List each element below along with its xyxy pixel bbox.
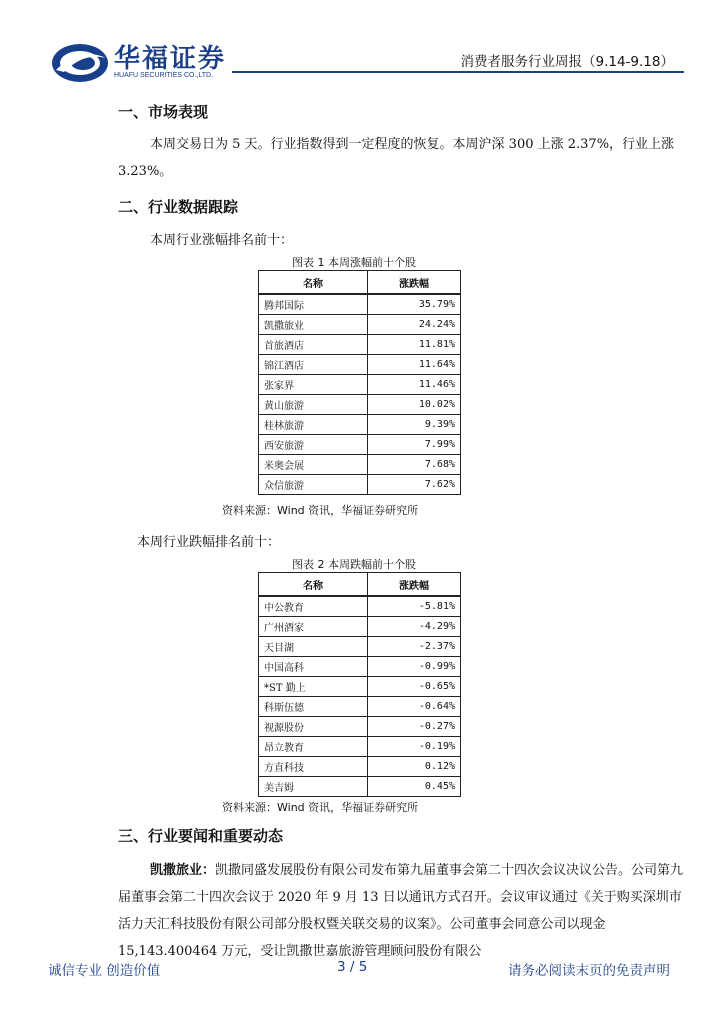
stock-change: 9.39%: [368, 415, 461, 435]
header-divider: [232, 71, 684, 73]
market-paragraph: 本周交易日为 5 天。行业指数得到一定程度的恢复。本周沪深 300 上涨 2.37%，行业上涨 3.23%。: [118, 137, 675, 179]
news-text: 凯撒同盛发展股份有限公司发布第九届董事会第二十四次会议决议公告。公司第九届董事会第二十四次会议于 2020 年 9 月 13 日以通讯方式召开。会议审议通过《关于购买深圳市活力天汇科技股份有限公司部分股权暨关联交易的议案》。公司董事会同意公司以现金 15,143.400464 万元，受让凯撒世嘉旅游管理顾问股份有限公: [118, 863, 684, 959]
stock-change: 0.45%: [368, 777, 461, 797]
col-header-change: 涨跌幅: [368, 573, 461, 597]
stock-name: 首旅酒店: [259, 335, 368, 355]
stock-name: 众信旅游: [259, 475, 368, 495]
stock-change: -2.37%: [368, 637, 461, 657]
table-row: [259, 657, 461, 677]
col-header-name: 名称: [259, 573, 368, 597]
table-row: [259, 777, 461, 797]
stock-name: 视源股份: [259, 717, 368, 737]
lead-top-gainers: 本周行业涨幅排名前十：: [150, 233, 294, 248]
table-row: [259, 475, 461, 495]
stock-name: 张家界: [259, 375, 368, 395]
table-row: [259, 335, 461, 355]
stock-name: 中国高科: [259, 657, 368, 677]
brand-name-en: HUAFU SECURITIES CO.,LTD.: [114, 72, 214, 79]
table-row: [259, 415, 461, 435]
table-row: [259, 315, 461, 335]
footer-slogan: 诚信专业 创造价值: [48, 963, 161, 979]
stock-change: 7.99%: [368, 435, 461, 455]
stock-change: 0.12%: [368, 757, 461, 777]
stock-change: -4.29%: [368, 617, 461, 637]
stock-change: -0.64%: [368, 697, 461, 717]
table-row: [259, 435, 461, 455]
gainers-table: [258, 270, 461, 495]
stock-change: 10.02%: [368, 395, 461, 415]
stock-change: -0.65%: [368, 677, 461, 697]
table-row: [259, 596, 461, 617]
disclaimer-link[interactable]: 请务必阅读末页的免责声明: [508, 963, 670, 979]
table-source-gainers: 资料来源：Wind 资讯，华福证券研究所: [222, 504, 419, 517]
stock-change: -0.99%: [368, 657, 461, 677]
table-row: [259, 717, 461, 737]
news-company-label: 凯撒旅业：: [150, 863, 216, 878]
stock-name: 方直科技: [259, 757, 368, 777]
table-row: [259, 737, 461, 757]
table-row: [259, 395, 461, 415]
stock-name: 天目湖: [259, 637, 368, 657]
table-row: [259, 355, 461, 375]
table-row: [259, 294, 461, 315]
table-row: [259, 757, 461, 777]
stock-change: -5.81%: [368, 596, 461, 617]
page-number: 3 / 5: [337, 959, 368, 975]
news-paragraph: [118, 857, 684, 959]
table-row: [259, 375, 461, 395]
stock-name: 凯撒旅业: [259, 315, 368, 335]
stock-change: -0.27%: [368, 717, 461, 737]
stock-change: 24.24%: [368, 315, 461, 335]
stock-name: 锦江酒店: [259, 355, 368, 375]
stock-name: 科斯伍德: [259, 697, 368, 717]
section-heading-data: 二、行业数据跟踪: [118, 198, 239, 216]
stock-name: 中公教育: [259, 596, 368, 617]
stock-change: 11.64%: [368, 355, 461, 375]
stock-name: 美吉姆: [259, 777, 368, 797]
huafu-logo: [50, 40, 110, 84]
stock-change: 7.62%: [368, 475, 461, 495]
stock-name: *ST 勤上: [259, 677, 368, 697]
report-title: 消费者服务行业周报（9.14-9.18）: [460, 54, 674, 70]
stock-name: 广州酒家: [259, 617, 368, 637]
brand-name-cn: 华福证券: [114, 44, 227, 74]
table-source-losers: 资料来源：Wind 资讯，华福证券研究所: [222, 801, 419, 814]
stock-change: -0.19%: [368, 737, 461, 757]
stock-change: 35.79%: [368, 294, 461, 315]
stock-name: 黄山旅游: [259, 395, 368, 415]
table-row: [259, 637, 461, 657]
section-heading-market: 一、市场表现: [118, 103, 209, 121]
col-header-name: 名称: [259, 271, 368, 295]
stock-change: 11.46%: [368, 375, 461, 395]
stock-name: 昂立教育: [259, 737, 368, 757]
section-heading-news: 三、行业要闻和重要动态: [118, 827, 284, 845]
table-row: [259, 677, 461, 697]
stock-name: 西安旅游: [259, 435, 368, 455]
table-caption-gainers: 图表 1 本周涨幅前十个股: [292, 256, 416, 269]
table-caption-losers: 图表 2 本周跌幅前十个股: [292, 558, 416, 571]
table-row: [259, 455, 461, 475]
losers-table: [258, 572, 461, 797]
stock-name: 腾邦国际: [259, 294, 368, 315]
stock-change: 7.68%: [368, 455, 461, 475]
stock-name: 米奥会展: [259, 455, 368, 475]
stock-change: 11.81%: [368, 335, 461, 355]
table-row: [259, 697, 461, 717]
col-header-change: 涨跌幅: [368, 271, 461, 295]
stock-name: 桂林旅游: [259, 415, 368, 435]
table-row: [259, 617, 461, 637]
lead-top-losers: 本周行业跌幅排名前十：: [137, 535, 281, 550]
